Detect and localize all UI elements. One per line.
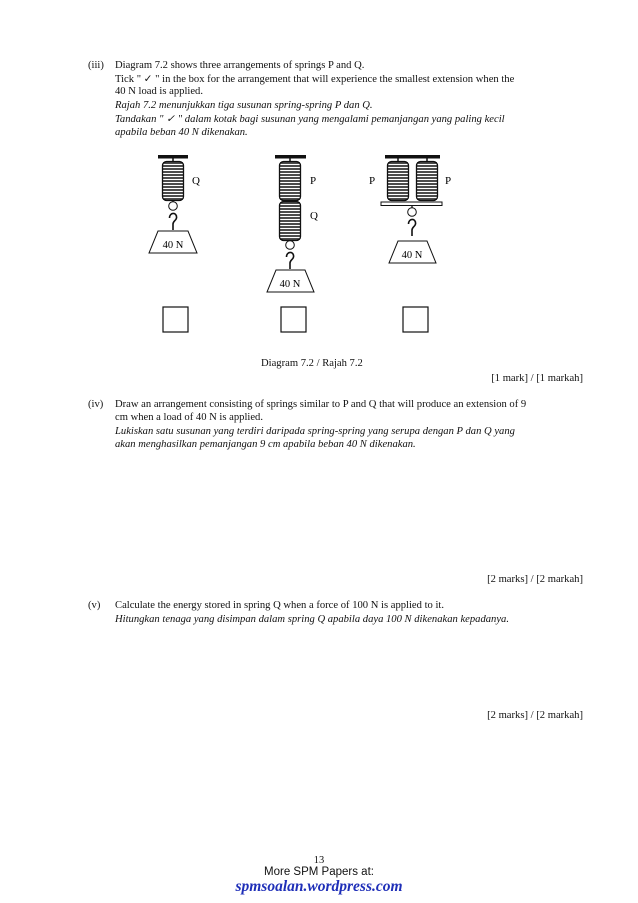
load-label-2: 40 N: [279, 279, 301, 290]
question-v-text-my-1: Hitungkan tenaga yang disimpan dalam spring Q apabila daya 100 N dikenakan kepadanya.: [115, 614, 509, 625]
hook-2: [286, 241, 295, 269]
question-number-iii: (iii): [88, 60, 104, 71]
spring-p-3b: [417, 162, 438, 201]
arrangement-1-single-spring-q: [149, 155, 197, 253]
label-q-2: Q: [310, 210, 318, 222]
spring-p-3a: [388, 162, 409, 201]
question-iv-text-en-2: cm when a load of 40 N is applied.: [115, 412, 263, 423]
ceiling-support-3: [385, 155, 440, 159]
connecting-bar-3: [381, 202, 442, 206]
question-iii-text-my-3: apabila beban 40 N dikenakan.: [115, 127, 248, 138]
spring-q-1: [163, 162, 184, 201]
load-label-3: 40 N: [401, 250, 423, 261]
label-p-2: P: [310, 175, 317, 187]
question-iii-text-en-3: 40 N load is applied.: [115, 86, 203, 97]
ceiling-support-2: [275, 155, 306, 159]
question-iii-text-en-2: Tick " ✓ " in the box for the arrangement that will experience the smallest extension when the: [115, 74, 515, 85]
answer-box-1[interactable]: [163, 307, 188, 332]
question-iii-text-my-2: Tandakan " ✓ " dalam kotak bagi susunan yang mengalami pemanjangan yang paling kecil: [115, 114, 505, 125]
question-number-v: (v): [88, 600, 101, 611]
page-number: 13: [313, 855, 325, 866]
question-iii-text-en-1: Diagram 7.2 shows three arrangements of springs P and Q.: [115, 60, 365, 71]
answer-box-2[interactable]: [281, 307, 306, 332]
footer-website-link[interactable]: spmsoalan.wordpress.com: [235, 878, 403, 895]
arrangement-2-series-springs: [267, 155, 317, 292]
load-label-1: 40 N: [162, 240, 184, 251]
arrangement-3-parallel-springs: [381, 155, 442, 263]
label-p-3a: P: [369, 175, 376, 187]
label-q-1: Q: [192, 175, 200, 187]
spring-arrangements-diagram: [0, 0, 638, 345]
question-v-text-en-1: Calculate the energy stored in spring Q when a force of 100 N is applied to it.: [115, 600, 445, 611]
spring-p-2: [280, 162, 301, 201]
question-number-iv: (iv): [88, 399, 104, 410]
question-iv-text-my-2: akan menghasilkan pemanjangan 9 cm apabila beban 40 N dikenakan.: [115, 439, 416, 450]
question-iv-text-my-1: Lukiskan satu susunan yang terdiri daripada spring-spring yang serupa dengan P dan Q yang: [115, 426, 515, 437]
label-p-3b: P: [445, 175, 452, 187]
question-iii-text-my-1: Rajah 7.2 menunjukkan tiga susunan spring-spring P dan Q.: [115, 100, 373, 111]
hook-1: [169, 202, 178, 230]
ceiling-support-1: [158, 155, 188, 159]
hook-3: [408, 208, 417, 236]
marks-iii: [1 mark] / [1 markah]: [491, 373, 583, 384]
more-papers-text: More SPM Papers at:: [264, 866, 374, 878]
marks-iv: [2 marks] / [2 markah]: [487, 574, 583, 585]
answer-box-3[interactable]: [403, 307, 428, 332]
spring-q-2: [280, 202, 301, 241]
question-iv-text-en-1: Draw an arrangement consisting of springs similar to P and Q that will produce an extension of 9: [115, 399, 527, 410]
marks-v: [2 marks] / [2 markah]: [487, 710, 583, 721]
diagram-caption: Diagram 7.2 / Rajah 7.2: [261, 358, 363, 369]
